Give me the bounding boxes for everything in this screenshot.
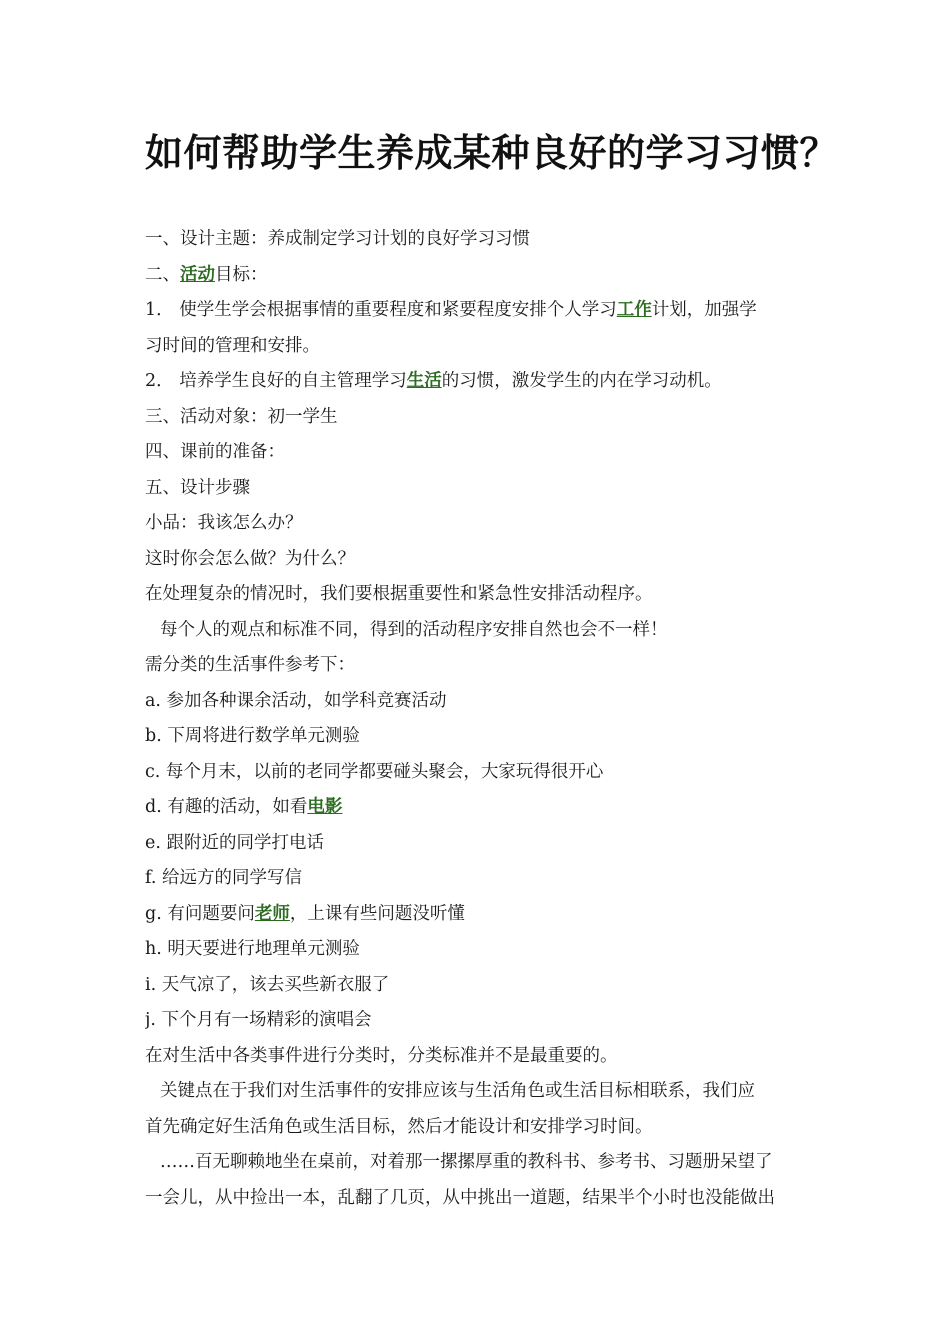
paragraph-line: 首先确定好生活角色或生活目标，然后才能设计和安排学习时间。 [145, 1116, 653, 1137]
paragraph-line: 四、课前的准备： [145, 442, 285, 462]
paragraph-line: 关键点在于我们对生活事件的安排应该与生活角色或生活目标相联系，我们应 [160, 1081, 755, 1101]
paragraph-line: 在处理复杂的情况时，我们要根据重要性和紧急性安排活动程序。 [145, 584, 653, 604]
paragraph-line: 需分类的生活事件参考下： [145, 655, 355, 675]
list-item: c. 每个月末，以前的老同学都要碰头聚会，大家玩得很开心 [145, 761, 604, 782]
document-title: 如何帮助学生养成某种良好的学习习惯？ [145, 130, 839, 175]
paragraph-line: 在对生活中各类事件进行分类时，分类标准并不是最重要的。 [145, 1045, 618, 1066]
life-link[interactable]: 生活 [406, 371, 442, 391]
paragraph-line: 小品：我该怎么办？ [145, 513, 303, 533]
list-item: e. 跟附近的同学打电话 [145, 832, 324, 853]
paragraph-line: 五、设计步骤 [145, 477, 250, 498]
paragraph-line: 1． 使学生学会根据事情的重要程度和紧要程度安排个人学习工作计划，加强学 [145, 300, 757, 320]
list-item: f. 给远方的同学写信 [145, 868, 302, 888]
paragraph-line: 每个人的观点和标准不同，得到的活动程序安排自然也会不一样！ [160, 619, 668, 640]
list-item: b. 下周将进行数学单元测验 [145, 726, 360, 746]
paragraph-line: 这时你会怎么做？为什么？ [145, 548, 355, 569]
paragraph-line: 二、活动目标： [145, 264, 268, 285]
list-item: g. 有问题要问老师，上课有些问题没听懂 [145, 903, 465, 924]
paragraph-line: 习时间的管理和安排。 [145, 335, 320, 356]
paragraph-line: ……百无聊赖地坐在桌前，对着那一摞摞厚重的教科书、参考书、习题册呆望了 [160, 1152, 773, 1172]
document-body [145, 222, 810, 1216]
list-item: j. 下个月有一场精彩的演唱会 [145, 1010, 372, 1030]
list-item: h. 明天要进行地理单元测验 [145, 939, 360, 959]
list-item: a. 参加各种课余活动，如学科竞赛活动 [145, 690, 447, 711]
list-item: d. 有趣的活动，如看电影 [145, 797, 343, 817]
movie-link[interactable]: 电影 [307, 797, 343, 817]
paragraph-line: 一、设计主题：养成制定学习计划的良好学习习惯 [145, 229, 530, 249]
paragraph-line: 一会儿，从中捡出一本，乱翻了几页，从中挑出一道题，结果半个小时也没能做出 [145, 1187, 775, 1208]
paragraph-line: 2． 培养学生良好的自主管理学习生活的习惯，激发学生的内在学习动机。 [145, 371, 722, 391]
paragraph-line: 三、活动对象：初一学生 [145, 406, 338, 427]
list-item: i. 天气凉了，该去买些新衣服了 [145, 974, 390, 995]
teacher-link[interactable]: 老师 [254, 903, 290, 924]
activity-link[interactable]: 活动 [180, 264, 215, 285]
work-link[interactable]: 工作 [616, 300, 652, 320]
